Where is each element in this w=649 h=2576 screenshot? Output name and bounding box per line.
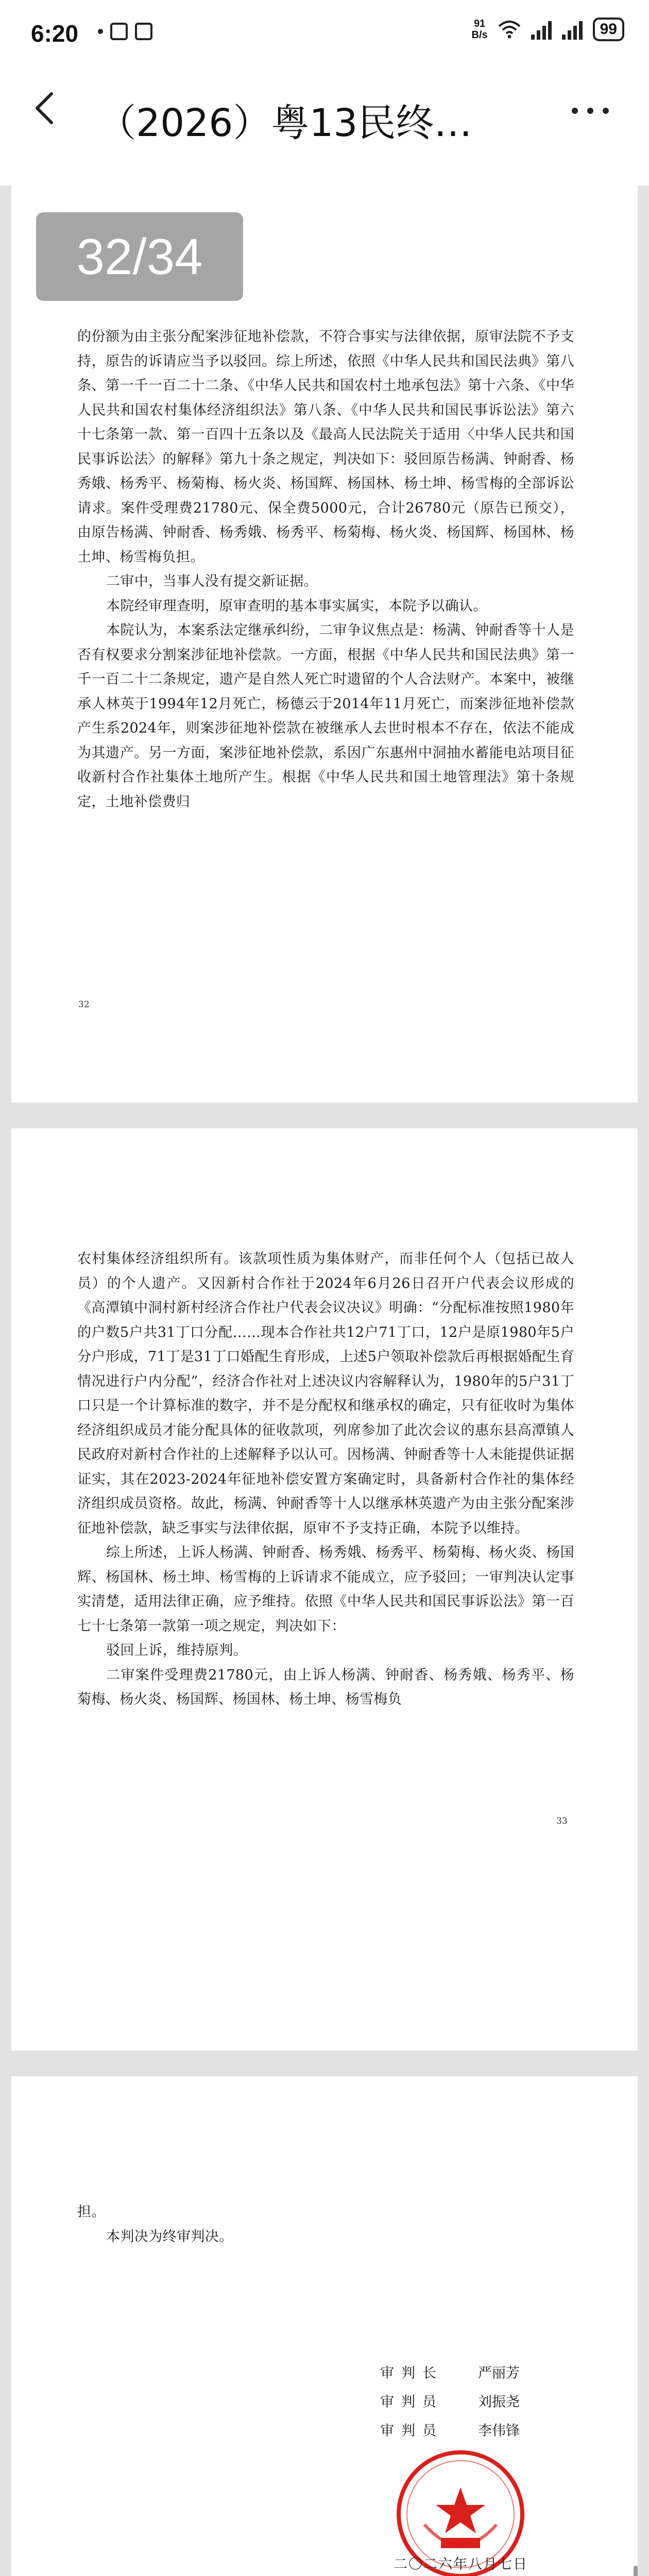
paragraph: 担。 xyxy=(77,2204,106,2220)
document-title: （2026）粤13民终… xyxy=(98,101,472,145)
paragraph: 综上所述，上诉人杨满、钟耐香、杨秀娥、杨秀平、杨菊梅、杨火炎、杨国辉、杨国林、杨土坤、杨雪梅的上诉请求不能成立，应予驳回；一审判决认定事实清楚，适用法律正确，应予维持。依照《中华人民共和国民事诉讼法》第一百七十七条第一款第一项之规定，判决如下： xyxy=(77,1545,574,1634)
net-speed-unit: B/s xyxy=(471,29,488,41)
status-bar xyxy=(0,0,649,62)
nfc-icon xyxy=(110,23,128,40)
signature-name: 刘振尧 xyxy=(478,2394,520,2410)
page-body xyxy=(77,1247,574,1712)
signature-row xyxy=(380,2357,555,2386)
document-page xyxy=(11,1128,638,2050)
signal-icon-1 xyxy=(531,19,552,40)
paragraph: 本院认为，本案系法定继承纠纷，二审争议焦点是：杨满、钟耐香等十人是否有权要求分割案涉征地补偿款。一方面，根据《中华人民共和国民法典》第一千一百二十二条规定，遗产是自然人死亡时遗留的个人合法财产。本案中，被继承人林英于1994年12月死亡，杨德云于2014年11月死亡，而案涉征地补偿款产生系2024年，则案涉征地补偿款在被继承人去世时根本不存在，依法不能成为其遗产。另一方面，案涉征地补偿款，系因广东惠州中洞抽水蓄能电站项目征收新村合作社集体土地所产生。根据《中华人民共和国土地管理法》第十条规定，土地补偿费归 xyxy=(77,622,574,810)
back-icon[interactable] xyxy=(26,88,67,129)
signal-icon-2 xyxy=(562,19,583,40)
signature-row xyxy=(380,2415,555,2444)
page-body xyxy=(77,2200,574,2249)
signature-block xyxy=(380,2357,555,2444)
judgment-date: 二〇二六年八月七日 xyxy=(394,2556,528,2572)
wifi-icon xyxy=(498,20,521,39)
status-right xyxy=(472,18,625,41)
paragraph: 驳回上诉，维持原判。 xyxy=(106,1642,247,1658)
signature-role: 审判员 xyxy=(380,2422,443,2439)
net-speed-value: 91 xyxy=(473,18,486,29)
document-page xyxy=(11,185,638,1103)
page-number: 33 xyxy=(556,1816,568,1826)
page-number: 32 xyxy=(78,999,90,1010)
net-speed xyxy=(472,18,488,41)
document-viewer[interactable] xyxy=(0,185,649,2576)
paragraph: 二审案件受理费21780元，由上诉人杨满、钟耐香、杨秀娥、杨秀平、杨菊梅、杨火炎、杨国辉、杨国林、杨土坤、杨雪梅负 xyxy=(77,1667,574,1707)
battery-icon: 99 xyxy=(593,18,624,41)
scrollbar[interactable] xyxy=(634,2566,638,2576)
document-page xyxy=(11,2076,638,2576)
paragraph: 的份额为由主张分配案涉征地补偿款，不符合事实与法律依据，原审法院不予支持，原告的诉请应当予以驳回。综上所述，依照《中华人民共和国民法典》第八条、第一千一百二十二条、《中华人民共和国农村土地承包法》第十六条、《中华人民共和国农村集体经济组织法》第八条、《中华人民共和国民事诉讼法》第六十七条第一款、第一百四十五条以及《最高人民法院关于适用〈中华人民共和国民事诉讼法〉的解释》第九十条之规定，判决如下：驳回原告杨满、钟耐香、杨秀娥、杨秀平、杨菊梅、杨火炎、杨国辉、杨国林、杨土坤、杨雪梅的全部诉讼请求。案件受理费21780元、保全费5000元，合计26780元（原告已预交），由原告杨满、钟耐香、杨秀娥、杨秀平、杨菊梅、杨火炎、杨国辉、杨国林、杨土坤、杨雪梅负担。 xyxy=(77,329,574,565)
screenshot-icon xyxy=(135,23,152,40)
more-options-icon[interactable] xyxy=(572,98,618,124)
signature-name: 李伟锋 xyxy=(478,2422,520,2439)
paragraph: 本判决为终审判决。 xyxy=(106,2228,233,2245)
title-bar xyxy=(0,67,649,185)
signature-role: 审判员 xyxy=(380,2394,443,2410)
signature-role: 审判长 xyxy=(380,2365,443,2381)
signature-row xyxy=(380,2386,555,2415)
page-counter: 32/34 xyxy=(36,212,243,301)
paragraph: 本院经审理查明，原审查明的基本事实属实，本院予以确认。 xyxy=(106,598,487,614)
status-time: 6:20 xyxy=(31,20,79,47)
notification-icons xyxy=(98,23,152,40)
paragraph: 二审中，当事人没有提交新证据。 xyxy=(106,573,318,589)
eye-icon xyxy=(98,29,103,34)
paragraph: 农村集体经济组织所有。该款项性质为集体财产，而非任何个人（包括已故人员）的个人遗产。又因新村合作社于2024年6月26日召开户代表会议形成的《高潭镇中洞村新村经济合作社户代表会议决议》明确：“分配标准按照1980年的户数5户共31丁口分配……现本合作社共12户71丁口，12户是原1980年5户分户形成，71丁是31丁口婚配生育形成，上述5户领取补偿款后再根据婚配生育情况进行户内分配”，经济合作社对上述决议内容解释认为，1980年的5户31丁口只是一个计算标准的数字，并不是分配权和继承权的确定，只有征收时为集体经济组织成员才能分配具体的征收款项，列席参加了此次会议的惠东县高潭镇人民政府对新村合作社的上述解释予以认可。因杨满、钟耐香等十人未能提供证据证实，其在2023-2024年征地补偿安置方案确定时，具备新村合作社的集体经济组织成员资格。故此，杨满、钟耐香等十人以继承林英遗产为由主张分配案涉征地补偿款，缺乏事实与法律依据，原审不予支持正确，本院予以维持。 xyxy=(77,1251,574,1536)
page-body xyxy=(77,325,574,814)
signature-name: 严丽芳 xyxy=(478,2365,520,2381)
